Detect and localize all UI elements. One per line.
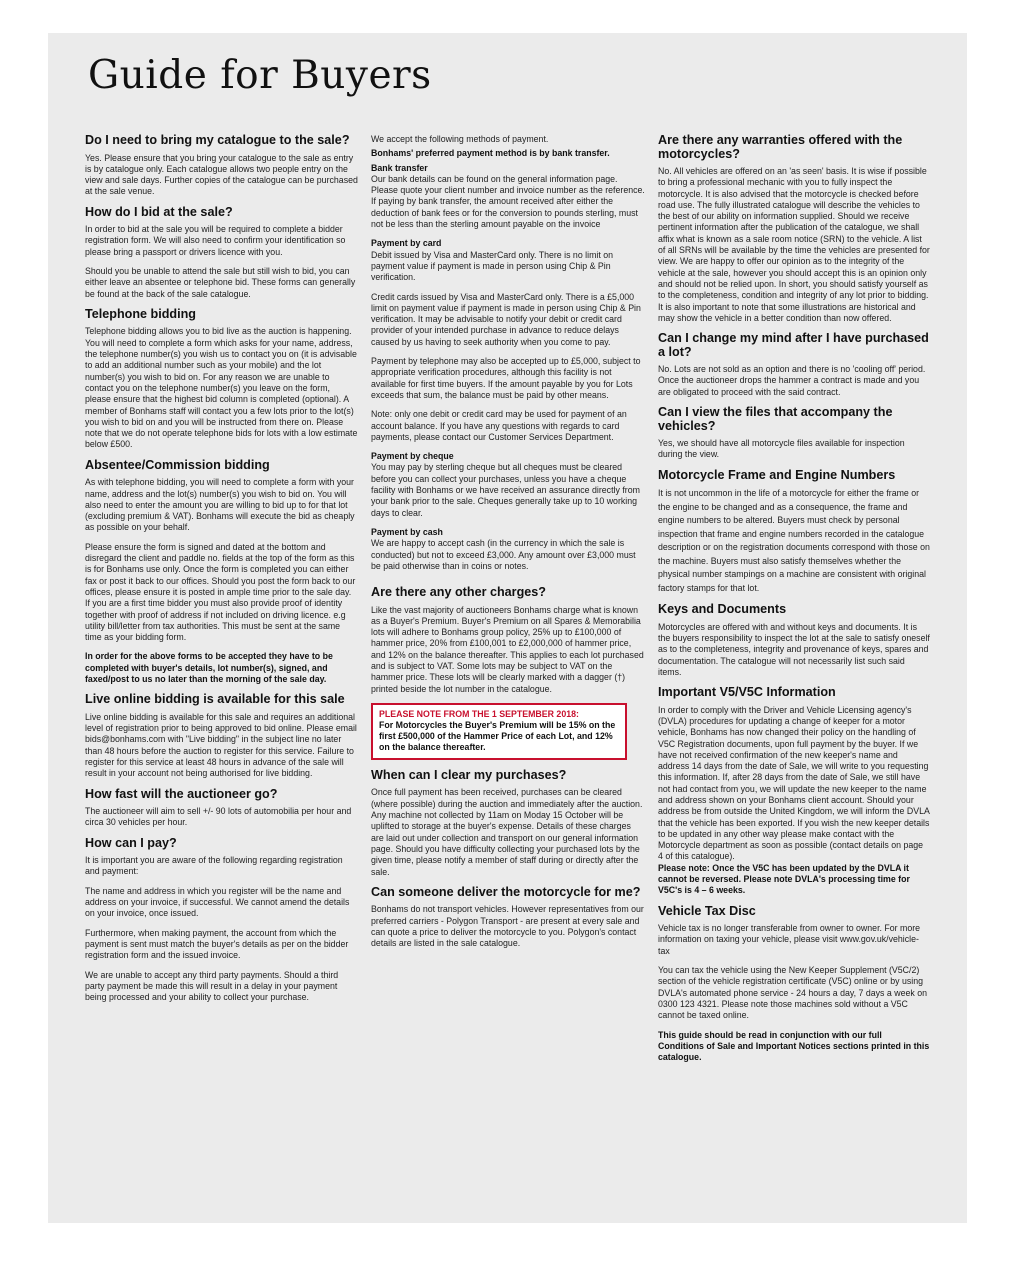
section-heading: Are there any other charges? [371, 585, 546, 600]
paragraph: No. Lots are not sold as an option and there is no 'cooling off' period. Once the auctioneer drops the hammer a contract is made and you are obligated to proceed with the said contract. [658, 364, 926, 397]
subsection-heading: Bank transfer [371, 162, 428, 173]
paragraph: Furthermore, when making payment, the account from which the payment is sent must match the buyer's details as per on the bidder registration form and the issued invoice. [85, 927, 349, 961]
subsection-bank-transfer [371, 163, 645, 231]
paragraph: Note: only one debit or credit card may be used for payment of an account balance. If you have any questions with regards to card payments, please contact our Customer Services Department. [371, 409, 627, 442]
section-heading: Can I change my mind after I have purchased a lot? [658, 331, 929, 359]
section-frame-engine-numbers [658, 469, 930, 596]
guide-page [48, 33, 967, 1223]
paragraph: In order to comply with the Driver and Vehicle Licensing agency's (DVLA) procedures for updating a change of keeper for a motor vehicle, Bonhams has now changed their policy on the handling of V5C Registration documents, upon full payment by the buyer. If we have not received confirmation of the new keeper's name and address 14 days from the date of Sale, we will write to you requesting this information. If, after 28 days from the date of Sale, we still have not had contact from you, we will update the new keeper to the name and address shown on your Bonhams client account. Should your address be from outside the United Kingdom, we will inform the DVLA that the vehicle has been exported. If you wish the new keeper details to be updated in any other way please make contact with the Motorcycle department as soon as possible (contact details on page 4 of this catalogue). [658, 704, 930, 862]
section-bring-catalogue [85, 134, 358, 198]
premium-notice-box [371, 703, 627, 760]
subsection-heading: Payment by cheque [371, 451, 454, 462]
notice-heading: PLEASE NOTE FROM THE 1 SEPTEMBER 2018: [379, 708, 579, 719]
paragraph: Yes, we should have all motorcycle files available for inspection during the view. [658, 438, 905, 460]
paragraph: It is not uncommon in the life of a motorcycle for either the frame or the engine to be changed and as a consequence, the frame and engine numbers to be altered. Buyers must check by personal inspection that frame and engine numbers recorded in the catalogue description or on the registration documents correspond with those on the machine. Buyers must also satisfy themselves whether the physical number stampings on a machine are consistent with original factory stamps for that lot. [658, 488, 930, 593]
paragraph: Payment by telephone may also be accepted up to £5,000, subject to appropriate verification procedures, although this facility is not available for first time buyers. If the amount payable by you for Lots exceeds that sum, the balance must be paid by other means. [371, 356, 641, 400]
section-heading: How fast will the auctioneer go? [85, 786, 278, 801]
section-heading: Telephone bidding [85, 306, 197, 321]
paragraph: Credit cards issued by Visa and MasterCard only. There is a £5,000 limit on payment value if payment is made in person using Chip & Pin verification. It may be advisable to notify your debit or credit card provider of your intended purchase in advance to reduce delays caused by us having to seek authority when you come to pay. [371, 291, 641, 347]
section-heading: Do I need to bring my catalogue to the sale? [85, 133, 350, 147]
paragraph-bold: In order for the above forms to be accepted they have to be completed with buyer's details, lot number(s), signed, and faxed/post to us no later than the morning of the sale day. [85, 651, 333, 684]
paragraph: It is important you are aware of the following regarding registration and payment: [85, 855, 343, 877]
section-how-to-bid [85, 206, 358, 300]
paragraph: Motorcycles are offered with and without keys and documents. It is the buyers responsibility to inspect the lot at the sale to satisfy oneself as to the completeness, integrity and provenance of keys, spares and documentation. The catalogue will not necessarily list such said items. [658, 621, 930, 677]
section-other-charges [371, 586, 645, 760]
column-2 [371, 134, 645, 958]
section-heading: When can I clear my purchases? [371, 767, 567, 782]
section-delivery [371, 886, 645, 950]
section-view-files [658, 406, 930, 461]
section-telephone-bidding [85, 308, 358, 451]
section-how-to-pay [85, 837, 358, 1004]
section-heading: Are there any warranties offered with the motorcycles? [658, 133, 903, 161]
section-v5c-information [658, 686, 930, 897]
paragraph: Once full payment has been received, purchases can be cleared (where possible) during the auction and immediately after the auction. Any machine not collected by 11am on Moday 15 October will be uplifted to storage at the buyer's expense. Details of these charges are laid out under collection and transport on our general information page. Should you have difficulty collecting your purchased lots by the given time, please notify a member of staff during or directly after the sale. [371, 787, 643, 877]
notice-text: For Motorcycles the Buyer's Premium will be 15% on the first £500,000 of the Hammer Price of each Lot, and 12% on the balance thereafter. [379, 719, 616, 752]
section-live-online-bidding [85, 693, 358, 779]
section-change-mind [658, 332, 930, 398]
paragraph: Bonhams do not transport vehicles. However representatives from our preferred carriers - Polygon Transport - are present at every sale and can quote a price to deliver the motorcycle to you. Polygon's contact details are listed in the sale catalogue. [371, 904, 644, 949]
paragraph: The auctioneer will aim to sell +/- 90 lots of automobilia per hour and circa 30 vehicles per hour. [85, 806, 352, 828]
paragraph: No. All vehicles are offered on an 'as seen' basis. It is wise if possible to bring a professional mechanic with you to fully inspect the motorcycle. It is also advised that the motorcycle is checked before road use. The fully illustrated catalogue will describe the vehicles to the best of our ability on information supplied. Should we receive pertinent information after the publication of the catalogue, we shall affix what is known as a sale room notice (SRN) to the vehicle. A list of all SRNs will be available by the time the vehicles are presented for view. We are happy to offer our opinion as to the integrity of the vehicle at the sale, however you should accept this is an opinion only and should not be relied upon. In short, you should satisfy yourself as to the completeness, condition and integrity of any lot prior to bidding. It is also important to note that some illustrations are historical and may show the vehicle in a better condition than now offered. [658, 166, 930, 323]
subsection-heading: Payment by cash [371, 526, 443, 537]
paragraph: Live online bidding is available for this sale and requires an additional level of registration prior to being approved to bid online. Please email bids@bonhams.com with "Live bidding" in the subject line no later than 48 hours before the auction to register for this service. Failure to register for this service at least 48 hours in advance of the sale will result in your account not being authorised for live bidding. [85, 711, 357, 779]
paragraph: Debit issued by Visa and MasterCard only. There is no limit on payment value if payment is made in person using Chip & Pin verification. [371, 249, 614, 283]
paragraph: Vehicle tax is no longer transferable from owner to owner. For more information on taxing your vehicle, please visit www.gov.uk/vehicle-tax [658, 923, 921, 956]
paragraph: Telephone bidding allows you to bid live as the auction is happening. You will need to complete a form which asks for your name, address, the telephone number(s) you wish us to contact you on (it is advisable to add an additional number such as your mobile) and the lot number(s) you wish to bid on. For any reason we are unable to contact you on the telephone number(s) you leave on the form, please ensure that the highest bid column is completed (optional). A member of Bonhams staff will contact you a few lots prior to the lot(s) you wish to bid on and you will be instructed from there on. Please note that we do not operate telephone bids for lots with a low estimate below £500. [85, 326, 358, 450]
paragraph: As with telephone bidding, you will need to complete a form with your name, address and the lot(s) number(s) you wish to bid on. You will also need to enter the amount you are willing to bid up to for that lot (excluding premium & VAT). Bonhams will execute the bid as cheaply as possible on your behalf. [85, 477, 355, 533]
section-heading: Keys and Documents [658, 602, 787, 617]
section-heading: How can I pay? [85, 835, 177, 850]
paragraph: In order to bid at the sale you will be required to complete a bidder registration form. We will also need to confirm your identification so please bring a passport or drivers licence with you. [85, 224, 346, 257]
section-vehicle-tax-disc [658, 905, 930, 1064]
paragraph: You can tax the vehicle using the New Keeper Supplement (V5C/2) section of the vehicle registration certificate (V5C) online or by using DVLA's automated phone service - 24 hours a day, 7 days a week on 0300 123 4321. Please note those machines sold without a V5C cannot be taxed online. [658, 965, 928, 1021]
paragraph: You may pay by sterling cheque but all cheques must be cleared before you can collect your purchases, unless you have a cheque facility with Bonhams or we have received an assurance directly from your bank prior to the sale. Cheques generally take up to 10 working days to clear. [371, 462, 640, 518]
column-3 [658, 134, 930, 1071]
paragraph: Yes. Please ensure that you bring your catalogue to the sale as entry is by catalogue only. Each catalogue allows two people entry on the view and sale days. Further copies of the catalogue can be purchased at the sale venue. [85, 152, 358, 197]
paragraph: Like the vast majority of auctioneers Bonhams charge what is known as a Buyer's Premium. Buyer's Premium on all Spares & Memorabilia lots will adhere to Bonhams group policy, 25% up to £100,000 of hammer price, 20% from £100,001 to £2,000,000 of hammer price, and 12% on the balance thereafter. This applies to each lot purchased and is subject to VAT. Some lots may be subject to VAT on the hammer price. These lots will be clearly marked with a dagger (†) printed beside the lot number in the catalogue. [371, 604, 644, 694]
page-title: Guide for Buyers [88, 53, 432, 98]
section-warranties [658, 134, 930, 324]
section-absentee-bidding [85, 459, 358, 686]
section-heading: Can someone deliver the motorcycle for me? [371, 884, 641, 899]
section-heading: Important V5/V5C Information [658, 685, 836, 700]
section-heading: How do I bid at the sale? [85, 204, 233, 219]
subsection-payment-cheque [371, 451, 645, 519]
paragraph-bold: Bonhams' preferred payment method is by bank transfer. [371, 148, 610, 159]
paragraph: Should you be unable to attend the sale but still wish to bid, you can either leave an absentee or telephone bid. These forms can generally be found at the back of the sale catalogue. [85, 266, 356, 299]
paragraph: The name and address in which you register will be the name and address on your invoice, if successful. We cannot amend the details on your invoice, once issued. [85, 885, 350, 919]
section-heading: Can I view the files that accompany the vehicles? [658, 405, 893, 433]
column-1 [85, 134, 358, 1011]
section-keys-documents [658, 603, 930, 678]
subsection-payment-card [371, 238, 645, 443]
paragraph: We are unable to accept any third party payments. Should a third party payment be made this will result in a delay in your payment being processed and your ability to collect your purchase. [85, 969, 339, 1003]
paragraph: Please ensure the form is signed and dated at the bottom and disregard the client and paddle no. fields at the top of the form as this is for Bonhams use only. Once the form is completed you can either fax or post it back to our offices. Should you post the form back to our offices, please ensure it is posted in ample time prior to the sale day. If you are a first time bidder you must also provide proof of identity together with proof of address if not included on driving licence. e.g utility bill/letter from tax authorities. This must be sent at the same time as your bidding form. [85, 541, 356, 643]
subsection-heading: Payment by card [371, 238, 442, 249]
section-heading: Absentee/Commission bidding [85, 457, 270, 472]
paragraph-bold: Please note: Once the V5C has been updated by the DVLA it cannot be reversed. Please note DVLA's processing time for V5C's is 4 – 6 weeks. [658, 862, 910, 896]
paragraph-bold: This guide should be read in conjunction with our full Conditions of Sale and Important Notices sections printed in this catalogue. [658, 1029, 930, 1063]
section-heading: Live online bidding is available for this sale [85, 692, 345, 707]
paragraph: We accept the following methods of payment. [371, 134, 549, 144]
paragraph: We are happy to accept cash (in the currency in which the sale is conducted) but not to exceed £3,000. Any amount over £3,000 must be paid otherwise than in coins or notes. [371, 538, 636, 571]
section-heading: Motorcycle Frame and Engine Numbers [658, 467, 896, 482]
subsection-payment-cash [371, 527, 645, 572]
section-auctioneer-speed [85, 788, 358, 829]
section-clear-purchases [371, 769, 645, 878]
paragraph: Our bank details can be found on the general information page. Please quote your client number and invoice number as the reference. If paying by bank transfer, the amount received after either the deduction of bank fees or for the conversion to pounds sterling, must not be less than the sterling amount payable on the invoice [371, 173, 645, 230]
section-heading: Vehicle Tax Disc [658, 903, 756, 918]
